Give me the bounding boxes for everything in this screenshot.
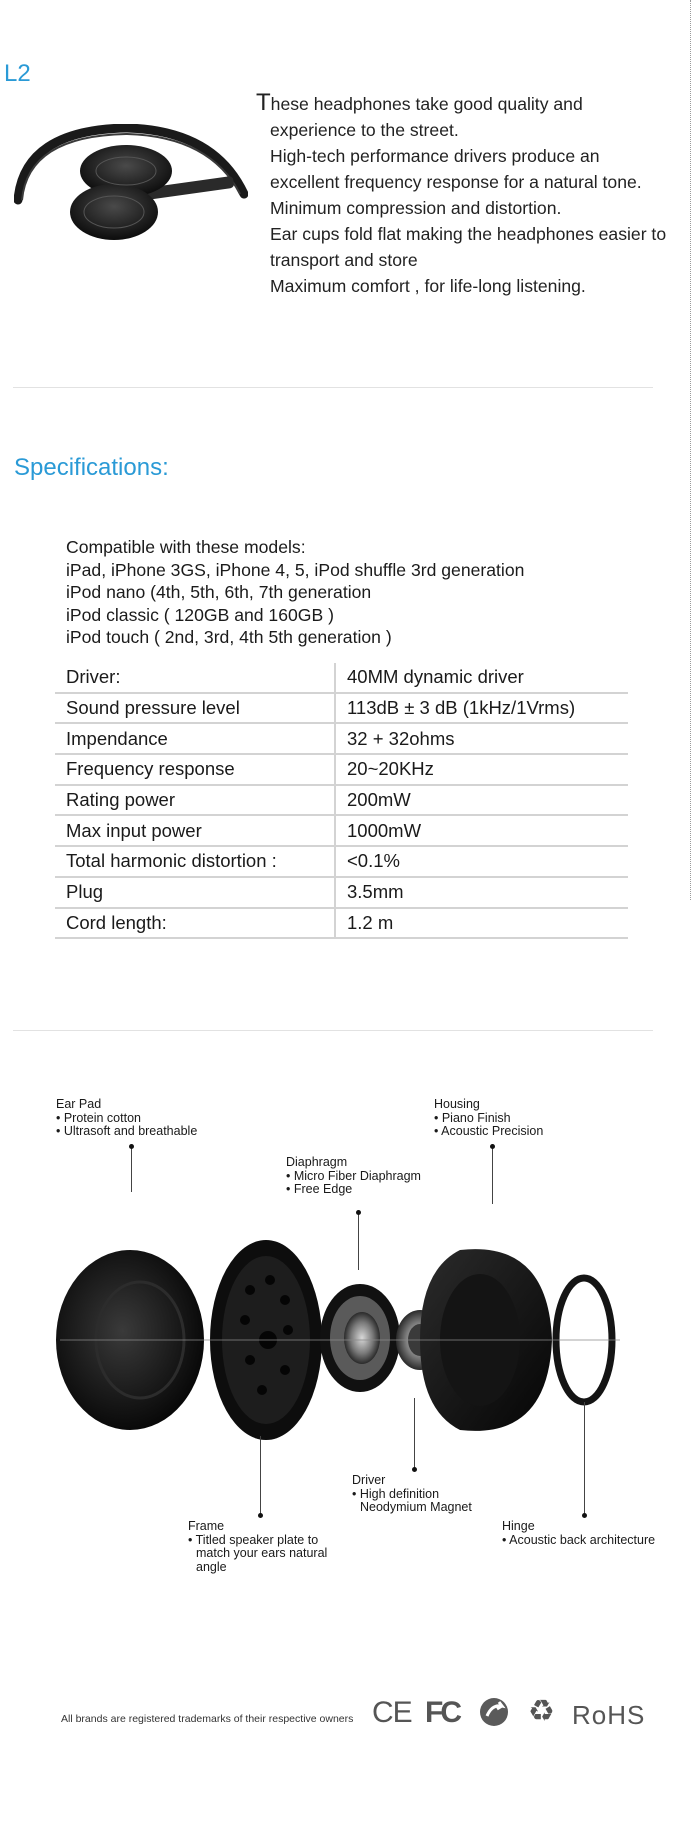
frame-leader-line (260, 1436, 261, 1516)
housing-label (434, 1098, 543, 1139)
model-name: L2 (4, 60, 31, 87)
housing-feature: • Piano Finish (434, 1110, 511, 1125)
description-line (256, 90, 696, 117)
spec-value: 113dB ± 3 dB (1kHz/1Vrms) (335, 693, 628, 724)
housing-feature: • Acoustic Precision (434, 1124, 544, 1138)
table-row (55, 663, 628, 693)
driver-feature: • High definition (352, 1486, 440, 1501)
rohs-mark-icon: RoHS (572, 1700, 646, 1730)
spec-value: 32 + 32ohms (335, 723, 628, 754)
spec-value: <0.1% (335, 846, 628, 877)
frame-leader-dot (258, 1513, 263, 1518)
diaphragm-feature: • Micro Fiber Diaphragm (286, 1168, 421, 1183)
spec-value: 40MM dynamic driver (335, 663, 628, 693)
ear-pad-leader-line (131, 1146, 132, 1192)
table-row (55, 815, 628, 846)
diaphragm-leader-dot (356, 1210, 361, 1215)
compat-line: Compatible with these models: (66, 537, 306, 557)
spec-label: Max input power (55, 815, 335, 846)
table-row (55, 693, 628, 724)
table-row (55, 846, 628, 877)
spec-value: 3.5mm (335, 877, 628, 908)
description-line: experience to the street. (270, 120, 459, 140)
compat-line: iPad, iPhone 3GS, iPhone 4, 5, iPod shuffle 3rd generation (66, 559, 525, 580)
description-line: High-tech performance drivers produce an (270, 146, 600, 166)
ear-pad-feature: • Ultrasoft and breathable (56, 1124, 198, 1138)
spec-value: 20~20KHz (335, 754, 628, 785)
exploded-view-diagram (0, 1140, 696, 1540)
ear-pad-feature: • Protein cotton (56, 1110, 141, 1125)
spec-label: Driver: (55, 663, 335, 693)
spec-label: Plug (55, 877, 335, 908)
description-line: Ear cups fold flat making the headphones easier to (270, 224, 667, 244)
section-divider (13, 1030, 653, 1031)
product-description (256, 90, 696, 299)
hinge-leader-dot (582, 1513, 587, 1518)
compatibility-list (66, 536, 524, 649)
frame-feature: • Titled speaker plate to (188, 1532, 319, 1547)
folded-headphones-image (14, 124, 248, 242)
spec-value: 1000mW (335, 815, 628, 846)
spec-label: Impendance (55, 723, 335, 754)
hinge-leader-line (584, 1402, 585, 1514)
driver-title: Driver (352, 1473, 386, 1487)
table-row (55, 877, 628, 908)
ce-mark-icon: CE (372, 1696, 412, 1729)
spec-label: Cord length: (55, 908, 335, 939)
description-line: Maximum comfort , for life-long listening. (270, 276, 586, 296)
spec-label: Frequency response (55, 754, 335, 785)
spec-label: Rating power (55, 785, 335, 816)
specifications-heading: Specifications: (14, 454, 169, 481)
hinge-title: Hinge (502, 1519, 535, 1533)
compat-line: iPod nano (4th, 5th, 6th, 7th generation (66, 582, 372, 602)
table-row (55, 723, 628, 754)
table-row (55, 908, 628, 939)
housing-leader-line (492, 1146, 493, 1204)
spec-value: 1.2 m (335, 908, 628, 939)
description-line: transport and store (270, 250, 418, 270)
diaphragm-leader-line (358, 1212, 359, 1270)
compat-line: iPod touch ( 2nd, 3rd, 4th 5th generation ) (66, 627, 392, 647)
trademark-notice: All brands are registered trademarks of their respective owners (61, 1713, 354, 1725)
housing-title: Housing (434, 1097, 480, 1111)
driver-leader-dot (412, 1467, 417, 1472)
table-row (55, 785, 628, 816)
ear-pad-leader-dot (129, 1144, 134, 1149)
spec-label: Sound pressure level (55, 693, 335, 724)
spec-value: 200mW (335, 785, 628, 816)
spec-label: Total harmonic distortion : (55, 846, 335, 877)
diaphragm-title: Diaphragm (286, 1155, 348, 1169)
recycle-icon: ♻ (528, 1694, 555, 1729)
description-line: Minimum compression and distortion. (270, 198, 562, 218)
description-line: excellent frequency response for a natural tone. (270, 172, 642, 192)
spec-table (55, 663, 628, 939)
section-divider (13, 387, 653, 388)
hinge-feature: • Acoustic back architecture (502, 1532, 656, 1547)
drop-cap: T (256, 89, 271, 116)
driver-leader-line (414, 1398, 415, 1470)
green-dot-icon (478, 1696, 510, 1728)
frame-title: Frame (188, 1519, 225, 1533)
table-row (55, 754, 628, 785)
diaphragm-feature: • Free Edge (286, 1182, 353, 1196)
frame-feature: match your ears natural (196, 1546, 328, 1560)
fcc-mark-icon: FC (425, 1696, 459, 1729)
ear-pad-label (56, 1098, 197, 1139)
driver-feature: Neodymium Magnet (360, 1500, 472, 1514)
ear-pad-title: Ear Pad (56, 1097, 102, 1111)
housing-leader-dot (490, 1144, 495, 1149)
description-line-1: hese headphones take good quality and (270, 94, 583, 114)
compat-line: iPod classic ( 120GB and 160GB ) (66, 604, 334, 625)
frame-feature: angle (196, 1559, 227, 1574)
